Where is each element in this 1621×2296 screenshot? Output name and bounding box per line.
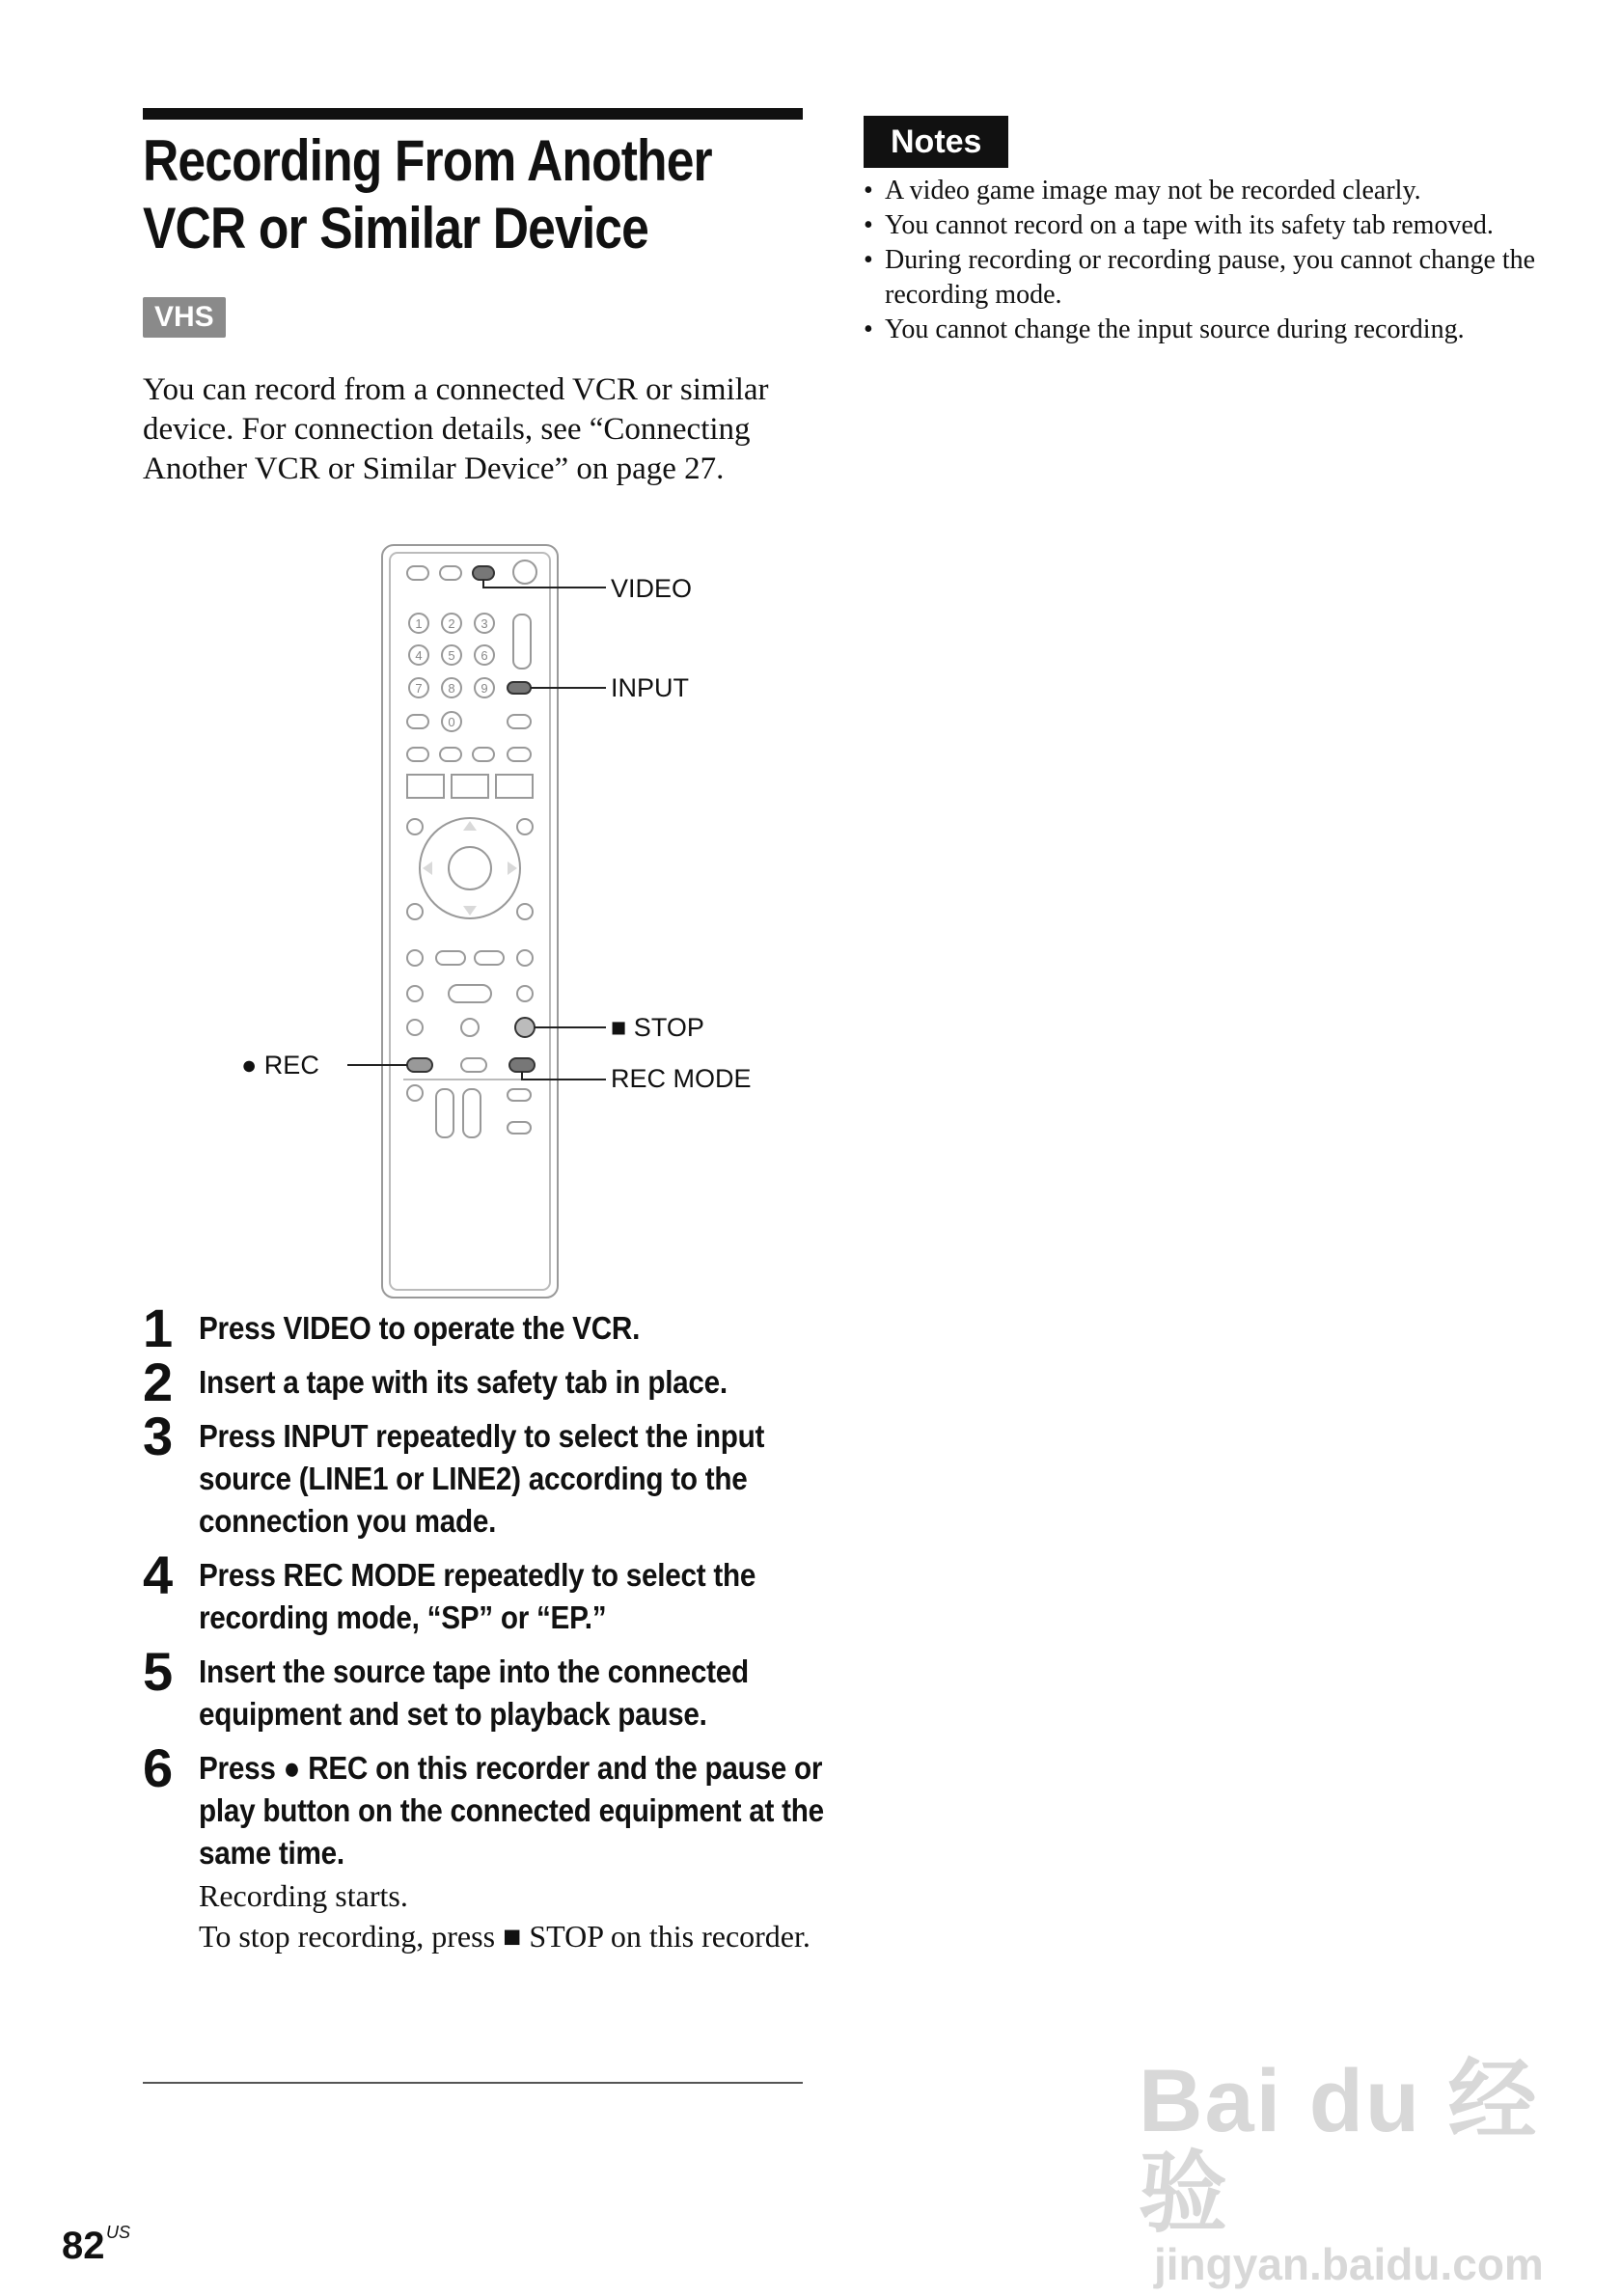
key-label: 2 [448,616,455,631]
key-label: 4 [415,648,423,663]
step-note-recording-starts: Recording starts. [199,1878,408,1913]
step-note-stop-recording: To stop recording, press ■ STOP on this recorder. [199,1919,810,1954]
remote-button [517,904,533,919]
notes-list [864,174,1558,347]
remote-control-illustration [347,526,791,1317]
remote-button [508,1122,531,1134]
enter-button [449,847,491,889]
step-text: Insert a tape with its safety tab in place. [199,1364,728,1400]
remote-button [496,775,533,798]
page-title [143,127,724,262]
remote-button [473,748,494,761]
rec-mode-leader-line [522,1072,606,1080]
note-item: • You cannot change the input source during recording. [864,313,1558,347]
remote-button [407,1085,423,1101]
column-bottom-rule [143,2082,803,2084]
remote-button [436,951,465,965]
remote-button [452,775,488,798]
step-text: Press ● REC on this recorder and the pause or play button on the connected equipment at the same time. [199,1750,824,1871]
step-number: 4 [143,1544,174,1605]
remote-rocker [463,1089,481,1137]
step-4 [143,1544,818,1639]
remote-button [407,775,444,798]
page-number-suffix: US [106,2223,131,2242]
remote-button [440,566,461,580]
step-5 [143,1641,818,1736]
key-label: 3 [481,616,488,631]
remote-button [407,566,428,580]
stop-button [515,1018,535,1037]
key-label: 5 [448,648,455,663]
remote-button [407,715,428,728]
callout-rec: ● REC [241,1051,319,1080]
step-number: 5 [143,1641,174,1702]
remote-button [407,950,423,966]
notes-heading: Notes [864,116,1008,168]
step-text: Press REC MODE repeatedly to select the recording mode, “SP” or “EP.” [199,1557,756,1635]
vhs-badge: VHS [143,297,226,338]
note-item: • A video game image may not be recorded clearly. [864,174,1558,208]
remote-button [440,748,461,761]
step-3 [143,1406,818,1543]
key-label: 7 [415,681,423,696]
pause-button [461,1019,479,1036]
remote-button [508,748,531,761]
remote-button [508,715,531,728]
page-number: 82 [62,2225,105,2267]
remote-button [517,950,533,966]
video-leader-line [483,580,606,588]
volume-rocker [513,615,531,669]
key-label: 6 [481,648,488,663]
step-2 [143,1352,818,1412]
remote-button [407,904,423,919]
step-number: 1 [143,1298,174,1358]
step-number: 2 [143,1352,174,1412]
note-item: • You cannot record on a tape with its safety tab removed. [864,208,1558,243]
remote-button [407,1020,423,1035]
title-rule [143,108,803,120]
key-label: 0 [448,715,455,729]
step-text: Press VIDEO to operate the VCR. [199,1310,641,1346]
rec-mode-button [509,1058,535,1072]
step-number: 3 [143,1406,174,1466]
remote-button [407,986,423,1001]
remote-button [508,1089,531,1101]
video-button [473,566,494,580]
power-button [513,560,536,584]
callout-video: VIDEO [611,574,693,603]
remote-button [517,819,533,834]
intro-paragraph: You can record from a connected VCR or similar device. For connection details, see “Connecting Another VCR or Similar Device” on page 27. [143,372,769,486]
play-button [449,985,491,1002]
input-button [508,682,531,694]
rec-button [407,1058,432,1072]
remote-button [461,1058,486,1072]
watermark-logo-text: Bai du 经验 [1139,2052,1539,2243]
callout-stop: ■ STOP [611,1013,704,1042]
baidu-watermark [1139,2052,1621,2289]
page-title-line2: VCR or Similar Device [143,196,648,260]
key-label: 1 [415,616,423,631]
remote-button [475,951,504,965]
watermark-url: jingyan.baidu.com [1154,2239,1544,2289]
step-number: 6 [143,1737,174,1798]
key-label: 8 [448,681,455,696]
remote-button [407,748,428,761]
page-title-line1: Recording From Another [143,128,712,193]
step-text: Press INPUT repeatedly to select the input source (LINE1 or LINE2) according to the connection you made. [199,1418,765,1539]
callout-input: INPUT [611,673,689,702]
remote-rocker [436,1089,453,1137]
steps-list [143,1298,824,1967]
key-label: 9 [481,681,488,696]
remote-button [517,986,533,1001]
step-6 [143,1737,824,1955]
remote-button [407,819,423,834]
step-text: Insert the source tape into the connected equipment and set to playback pause. [199,1654,749,1732]
callout-rec-mode: REC MODE [611,1064,752,1093]
navigation-ring [420,818,520,918]
note-item: • During recording or recording pause, you cannot change the recording mode. [864,243,1558,313]
step-1 [143,1298,818,1358]
